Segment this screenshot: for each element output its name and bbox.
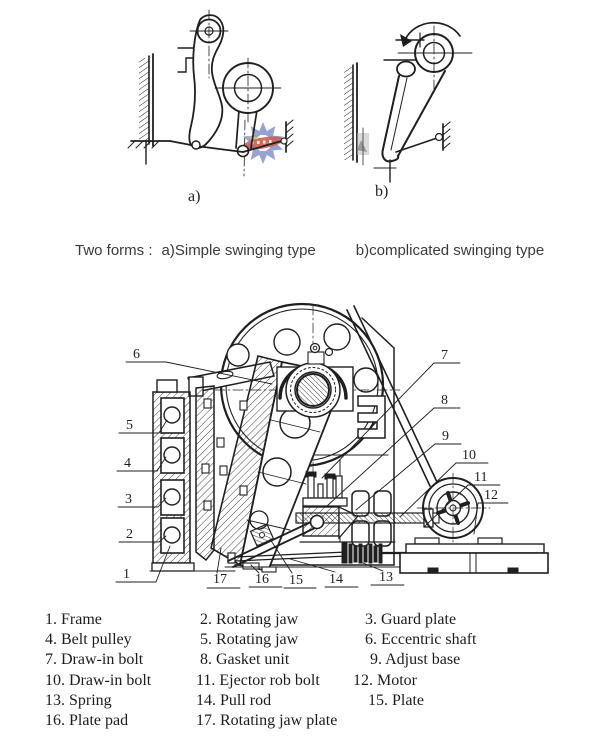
part-item: 11. Ejector rob bolt <box>196 671 320 689</box>
crusher-drawing <box>116 304 548 588</box>
part-item: 14. Pull rod <box>196 691 272 709</box>
caption-prefix: Two forms : <box>75 242 153 259</box>
callout-12: 12 <box>484 488 498 503</box>
callout-1: 1 <box>123 567 130 582</box>
callout-10: 10 <box>462 448 476 463</box>
part-item: 15. Plate <box>368 691 424 709</box>
brand-watermark-icon <box>241 122 284 164</box>
subfigure-label-a: a) <box>188 188 201 205</box>
part-item: 9. Adjust base <box>370 651 461 669</box>
swing-types-figure <box>0 0 601 230</box>
caption-type-b: b)complicated swinging type <box>355 242 545 259</box>
subfigure-label-b: b) <box>375 183 389 200</box>
part-item: 4. Belt pulley <box>45 631 132 649</box>
part-item: 3. Guard plate <box>365 611 457 628</box>
callout-9: 9 <box>442 429 449 444</box>
callout-7: 7 <box>441 348 448 363</box>
part-item: 16. Plate pad <box>45 712 129 730</box>
callout-15: 15 <box>289 573 303 588</box>
part-item: 5. Rotating jaw <box>200 631 299 649</box>
part-item: 1. Frame <box>45 611 102 628</box>
motor-base <box>400 538 548 573</box>
part-item: 8. Gasket unit <box>200 651 290 669</box>
jaw-crusher-diagram <box>0 280 601 612</box>
part-item: 6. Eccentric shaft <box>365 631 477 649</box>
adjust-mechanism <box>296 472 439 546</box>
part-item: 17. Rotating jaw plate <box>196 712 338 730</box>
part-item: 7. Draw-in bolt <box>45 651 144 669</box>
callout-4: 4 <box>124 456 131 471</box>
callout-11: 11 <box>474 470 488 485</box>
part-item: 13. Spring <box>45 691 112 709</box>
figure-b-complicated-swing <box>344 23 472 182</box>
callout-2: 2 <box>126 527 133 542</box>
callout-17: 17 <box>213 572 227 587</box>
callout-16: 16 <box>255 572 269 587</box>
callout-13: 13 <box>379 570 393 585</box>
part-item: 10. Draw-in bolt <box>45 671 152 689</box>
callout-3: 3 <box>125 492 132 507</box>
part-item: 12. Motor <box>353 671 417 689</box>
figure-caption <box>75 242 544 259</box>
callout-6: 6 <box>133 347 140 362</box>
caption-type-a: a)Simple swinging type <box>161 242 316 259</box>
callout-5: 5 <box>126 418 133 433</box>
parts-list <box>45 610 585 731</box>
callout-8: 8 <box>441 393 448 408</box>
part-item: 2. Rotating jaw <box>200 611 299 628</box>
callout-14: 14 <box>329 572 343 587</box>
